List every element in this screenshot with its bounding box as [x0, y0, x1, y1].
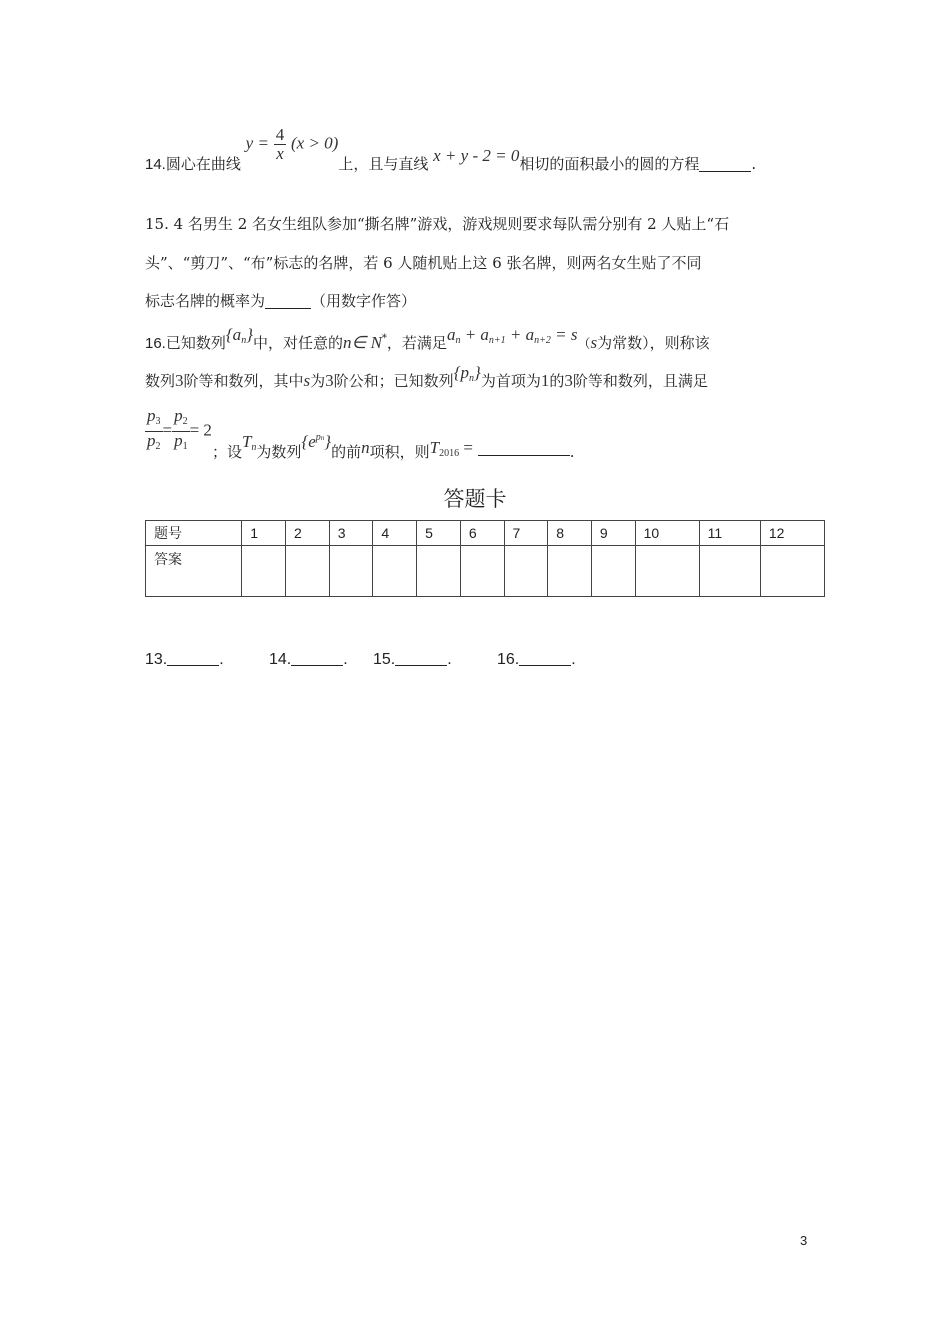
answer-cell[interactable] [460, 546, 504, 597]
math-symbol: = s [550, 325, 578, 344]
question-text: 头”、“剪刀”、“布”标志的名牌，若 6 人随机贴上这 6 张名牌，则两名女生贴了不同 [145, 254, 702, 272]
header-cell: 12 [760, 521, 824, 546]
question-14 [145, 125, 757, 188]
sum-formula [447, 325, 578, 344]
answer-cell[interactable] [329, 546, 373, 597]
subscript: n [469, 373, 474, 384]
header-cell: 7 [504, 521, 548, 546]
header-cell: 4 [373, 521, 417, 546]
table-header-row [146, 521, 825, 546]
period: . [571, 651, 576, 668]
formula-condition: (x > 0) [291, 133, 339, 153]
math-symbol: s [590, 333, 598, 352]
period: . [751, 155, 757, 173]
answer-blank[interactable] [167, 650, 219, 666]
blank-label: 14. [269, 651, 292, 668]
fraction-denominator: x [276, 144, 284, 163]
math-symbol: T [429, 438, 440, 457]
answer-blank [478, 439, 570, 456]
answer-cell[interactable] [373, 546, 417, 597]
period: . [343, 651, 348, 668]
fraction [145, 407, 163, 456]
subscript: n+2 [534, 335, 551, 346]
answer-row-label: 答案 [146, 546, 242, 597]
question-text: （用数字作答） [311, 292, 417, 310]
sequence-a [226, 325, 253, 344]
fraction-numerator: 4 [275, 125, 285, 144]
math-symbol: a [446, 325, 456, 344]
question-15-line-1 [145, 213, 729, 235]
subscript: n [320, 434, 325, 442]
math-symbol: + [460, 325, 481, 344]
question-text: 中，对任意的 [253, 334, 344, 352]
math-symbol: s [303, 371, 311, 390]
T-2016 [430, 438, 473, 457]
question-text: 标志名牌的概率为 [145, 292, 266, 310]
answer-cell[interactable] [548, 546, 592, 597]
subscript: 1 [182, 441, 188, 452]
math-symbol: a [480, 325, 489, 344]
subscript: n [241, 335, 247, 346]
question-text: 数列 [145, 372, 176, 390]
math-symbol: = [459, 438, 473, 457]
math-symbol: p [147, 406, 156, 425]
period: . [569, 443, 575, 461]
superscript [316, 432, 325, 443]
question-text: 阶等和数列，其中 [183, 372, 304, 390]
question-text: 15. 4 名男生 2 名女生组队参加“撕名牌”游戏，游戏规则要求每队需分别有 2 人贴上“石 [145, 215, 730, 233]
answer-cell[interactable] [635, 546, 699, 597]
line-equation: x + y - 2 = 0 [433, 146, 520, 165]
question-text: 阶公和；已知数列 [333, 372, 454, 390]
blank-label: 15. [373, 651, 396, 668]
question-text: 的前 [331, 443, 362, 461]
question-text: 为常数），则称该 [597, 334, 710, 352]
math-symbol: a [525, 325, 535, 344]
question-text: 圆心在曲线 [165, 155, 241, 173]
question-number: 14. [145, 156, 166, 173]
fill-blank-14 [269, 650, 348, 669]
fraction [274, 126, 287, 163]
math-symbol: 3 [564, 371, 573, 390]
fraction-denominator [145, 432, 163, 456]
header-cell: 题号 [146, 521, 242, 546]
answer-blank[interactable] [291, 650, 343, 666]
subscript: n+1 [488, 335, 506, 346]
question-text: 项积，则 [369, 443, 430, 461]
header-cell: 6 [460, 521, 504, 546]
period: . [219, 651, 224, 668]
math-symbol: {a [225, 325, 242, 344]
question-text: 为数列 [256, 443, 302, 461]
question-15-line-3 [145, 290, 416, 312]
header-cell: 1 [242, 521, 286, 546]
answer-card-table [145, 520, 825, 597]
question-text: 上，且与直线 [338, 155, 429, 173]
page-number: 3 [800, 1233, 808, 1248]
answer-cell[interactable] [242, 546, 286, 597]
question-text: 的 [549, 372, 565, 390]
blank-label: 16. [497, 651, 520, 668]
table-answer-row [146, 546, 825, 597]
math-symbol: } [246, 325, 253, 344]
blank-label: 13. [145, 651, 168, 668]
header-cell: 2 [286, 521, 330, 546]
header-cell: 10 [635, 521, 699, 546]
math-symbol: {p [453, 363, 469, 382]
ratio-formula [145, 407, 212, 456]
subscript: n [455, 335, 461, 346]
question-text: 为首项为 [480, 372, 541, 390]
answer-card-title: 答题卡 [443, 487, 507, 511]
superscript: * [381, 333, 387, 344]
question-number: 16. [145, 335, 166, 352]
math-symbol: 3 [325, 371, 334, 390]
math-symbol: n [361, 438, 370, 457]
answer-blank[interactable] [519, 650, 571, 666]
fill-blank-13 [145, 650, 224, 669]
header-cell: 5 [417, 521, 461, 546]
question-text: 阶等和数列，且满足 [572, 372, 708, 390]
question-16-line-3 [145, 405, 575, 461]
question-text: （ [577, 337, 591, 352]
math-symbol: p [174, 431, 183, 450]
curve-formula [246, 126, 339, 163]
formula-lhs: y = [245, 133, 269, 153]
math-symbol: ∈ N [351, 333, 382, 352]
answer-cell[interactable] [286, 546, 330, 597]
math-symbol: = [162, 420, 173, 440]
math-symbol: = 2 [189, 420, 212, 440]
math-symbol: {e [301, 432, 316, 451]
math-symbol: } [474, 363, 481, 382]
answer-blank[interactable] [395, 650, 447, 666]
T-n [242, 432, 256, 451]
question-16-line-2 [145, 363, 708, 398]
question-text: 已知数列 [165, 334, 226, 352]
math-symbol: T [241, 432, 252, 451]
fraction [172, 407, 190, 456]
question-text: ；设 [211, 443, 242, 461]
math-symbol: 3 [175, 371, 184, 390]
subscript: 2 [182, 416, 188, 427]
answer-blank [699, 155, 751, 172]
fraction-numerator [172, 407, 190, 432]
subscript: n [251, 442, 257, 453]
fill-blank-15 [373, 650, 452, 669]
answer-cell[interactable] [504, 546, 548, 597]
answer-blank [265, 292, 311, 309]
header-cell: 11 [699, 521, 760, 546]
sequence-p [454, 363, 481, 382]
math-symbol: } [324, 432, 332, 451]
question-15-line-2 [145, 252, 702, 274]
question-text: 相切的面积最小的圆的方程 [519, 155, 700, 173]
question-16-line-1 [145, 325, 710, 360]
fraction-denominator [172, 432, 190, 456]
header-cell: 8 [548, 521, 592, 546]
header-cell: 9 [591, 521, 635, 546]
subscript: 3 [155, 416, 161, 427]
question-text: 为 [310, 372, 326, 390]
math-symbol: p [147, 431, 156, 450]
fill-blank-16 [497, 650, 576, 669]
header-cell: 3 [329, 521, 373, 546]
answer-cell[interactable] [699, 546, 760, 597]
subscript: 2016 [439, 448, 460, 459]
math-symbol: p [174, 406, 183, 425]
sequence-e [301, 432, 331, 451]
math-symbol: n [343, 333, 352, 352]
question-text: ，若满足 [386, 334, 447, 352]
answer-cell[interactable] [591, 546, 635, 597]
math-symbol: p [315, 432, 321, 443]
math-symbol: 1 [540, 371, 550, 390]
subscript: 2 [155, 441, 161, 452]
answer-cell[interactable] [417, 546, 461, 597]
fraction-numerator [145, 407, 163, 432]
math-symbol: + [505, 325, 526, 344]
period: . [447, 651, 452, 668]
answer-cell[interactable] [760, 546, 824, 597]
